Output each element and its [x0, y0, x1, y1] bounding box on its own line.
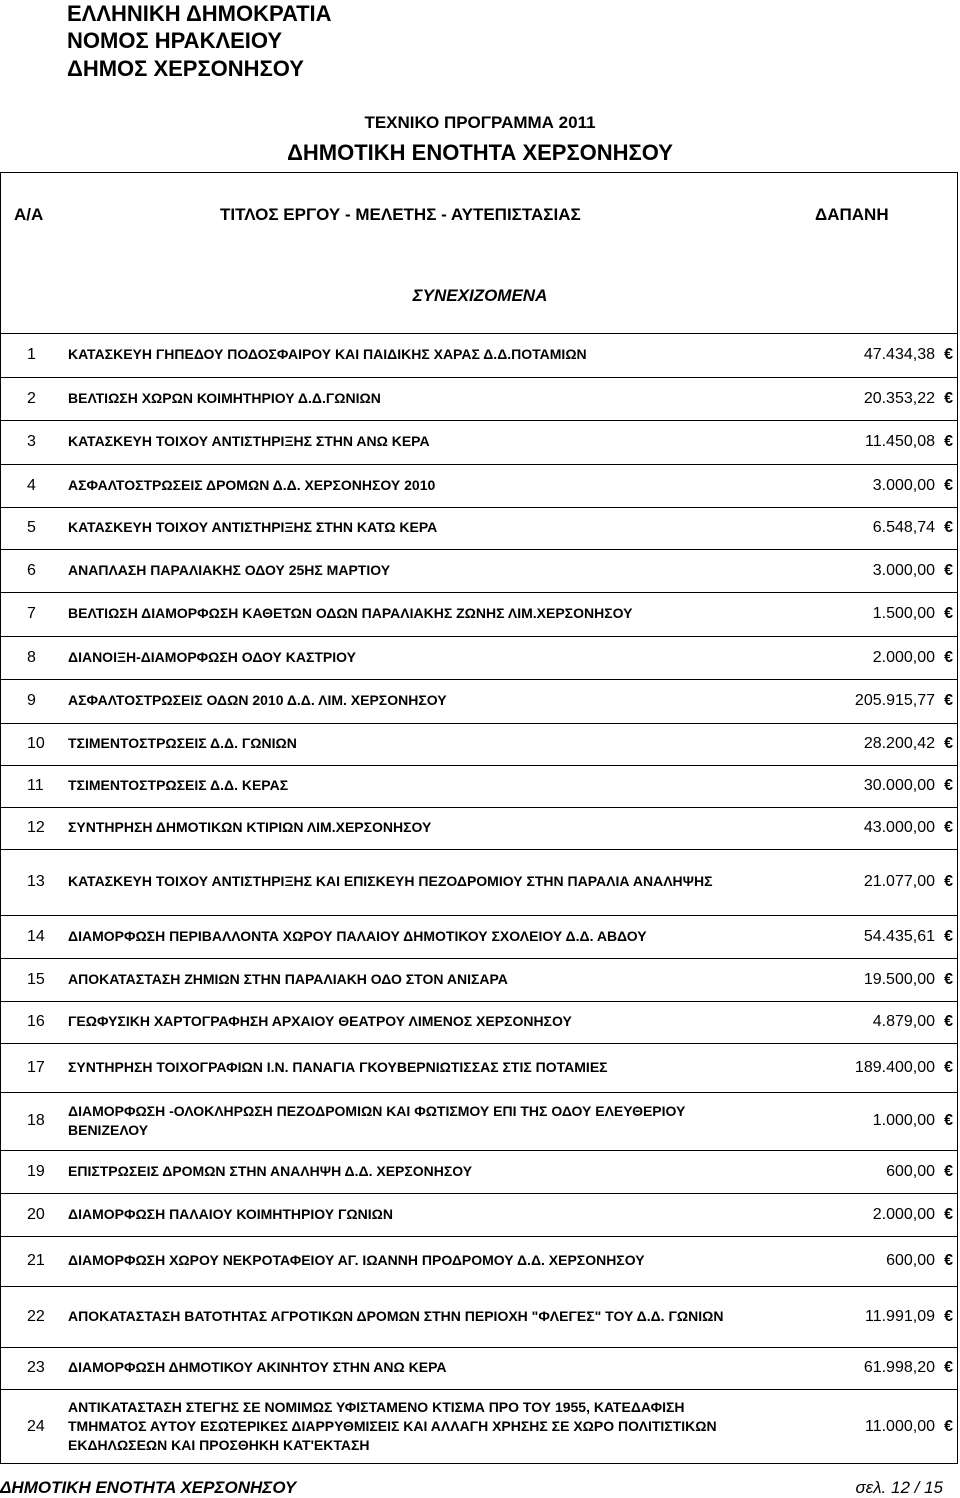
euro-icon: € — [944, 1307, 953, 1325]
row-amount: 11.450,08 — [865, 433, 935, 450]
row-amount: 6.548,74 — [872, 519, 935, 536]
euro-icon: € — [944, 1252, 953, 1269]
row-amount: 11.991,09 — [865, 1307, 935, 1325]
row-amount: 4.879,00 — [872, 1013, 935, 1030]
table-row — [1, 723, 957, 765]
row-number: 16 — [27, 1013, 45, 1030]
section-label: ΣΥΝΕΧΙΖΟΜΕΝΑ — [412, 286, 548, 305]
euro-icon: € — [944, 1112, 953, 1129]
euro-icon: € — [944, 433, 953, 450]
table-row — [1, 377, 957, 420]
row-title: ΚΑΤΑΣΚΕΥΗ ΤΟΙΧΟΥ ΑΝΤΙΣΤΗΡΙΞΗΣ ΣΤΗΝ ΑΝΩ ΚΕΡΑ — [68, 433, 430, 449]
euro-icon: € — [944, 605, 953, 622]
row-title: ΚΑΤΑΣΚΕΥΗ ΓΗΠΕΔΟΥ ΠΟΔΟΣΦΑΙΡΟΥ ΚΑΙ ΠΑΙΔΙΚΗΣ ΧΑΡΑΣ Δ.Δ.ΠΟΤΑΜΙΩΝ — [68, 346, 587, 362]
table-row — [1, 592, 957, 636]
row-amount: 30.000,00 — [863, 777, 935, 794]
table-row — [1, 1092, 957, 1150]
row-title: ΕΠΙΣΤΡΩΣΕΙΣ ΔΡΟΜΩΝ ΣΤΗΝ ΑΝΑΛΗΨΗ Δ.Δ. ΧΕΡΣΟΝΗΣΟΥ — [68, 1162, 473, 1179]
row-number: 1 — [27, 346, 36, 363]
row-amount: 11.000,00 — [865, 1417, 935, 1435]
header-line-3: ΔΗΜΟΣ ΧΕΡΣΟΝΗΣΟΥ — [67, 56, 304, 81]
table-row — [1, 464, 957, 507]
row-number: 20 — [27, 1205, 45, 1223]
row-title: ΑΝΑΠΛΑΣΗ ΠΑΡΑΛΙΑΚΗΣ ΟΔΟΥ 25ΗΣ ΜΑΡΤΙΟΥ — [68, 561, 391, 578]
table-row — [1, 1001, 957, 1043]
euro-icon: € — [944, 648, 953, 666]
row-amount: 19.500,00 — [863, 970, 935, 988]
euro-icon: € — [944, 1417, 953, 1435]
row-title: ΑΠΟΚΑΤΑΣΤΑΣΗ ΒΑΤΟΤΗΤΑΣ ΑΓΡΟΤΙΚΩΝ ΔΡΟΜΩΝ ΣΤΗΝ ΠΕΡΙΟΧΗ "ΦΛΕΓΕΣ" ΤΟΥ Δ.Δ. ΓΩΝΙΩΝ — [68, 1307, 724, 1324]
euro-icon: € — [944, 927, 953, 945]
row-title: ΔΙΑΜΟΡΦΩΣΗ -ΟΛΟΚΛΗΡΩΣΗ ΠΕΖΟΔΡΟΜΙΩΝ ΚΑΙ ΦΩΤΙΣΜΟΥ ΕΠΙ ΤΗΣ ΟΔΟΥ ΕΛΕΥΘΕΡΙΟΥ ΒΕΝΙΖΕΛΟΥ — [68, 1102, 686, 1138]
row-title: ΔΙΑΜΟΡΦΩΣΗ ΔΗΜΟΤΙΚΟΥ ΑΚΙΝΗΤΟΥ ΣΤΗΝ ΑΝΩ ΚΕΡΑ — [68, 1359, 447, 1375]
row-title: ΚΑΤΑΣΚΕΥΗ ΤΟΙΧΟΥ ΑΝΤΙΣΤΗΡΙΞΗΣ ΚΑΙ ΕΠΙΣΚΕΥΗ ΠΕΖΟΔΡΟΜΙΟΥ ΣΤΗΝ ΠΑΡΑΛΙΑ ΑΝΑΛΗΨΗΣ — [68, 873, 713, 889]
row-number: 11 — [27, 777, 44, 794]
header-line-2: ΝΟΜΟΣ ΗΡΑΚΛΕΙΟΥ — [67, 28, 283, 53]
euro-icon: € — [944, 692, 953, 709]
table-row — [1, 333, 957, 377]
row-amount: 28.200,42 — [863, 735, 935, 752]
row-number: 4 — [27, 476, 36, 494]
table-row — [1, 636, 957, 679]
row-number: 24 — [27, 1417, 45, 1435]
row-number: 22 — [27, 1307, 45, 1325]
row-title: ΔΙΑΜΟΡΦΩΣΗ ΧΩΡΟΥ ΝΕΚΡΟΤΑΦΕΙΟΥ ΑΓ. ΙΩΑΝΝΗ ΠΡΟΔΡΟΜΟΥ Δ.Δ. ΧΕΡΣΟΝΗΣΟΥ — [68, 1252, 645, 1268]
row-amount: 20.353,22 — [863, 389, 935, 407]
row-amount: 600,00 — [886, 1162, 935, 1180]
footer-unit: ΔΗΜΟΤΙΚΗ ΕΝΟΤΗΤΑ ΧΕΡΣΟΝΗΣΟΥ — [0, 1478, 297, 1497]
row-number: 18 — [27, 1112, 45, 1129]
euro-icon: € — [944, 777, 953, 794]
table-row — [1, 679, 957, 723]
table-row — [1, 1389, 957, 1464]
row-title: ΣΥΝΤΗΡΗΣΗ ΔΗΜΟΤΙΚΩΝ ΚΤΙΡΙΩΝ ΛΙΜ.ΧΕΡΣΟΝΗΣΟΥ — [68, 819, 432, 835]
table-row — [1, 1150, 957, 1193]
euro-icon: € — [944, 346, 953, 363]
euro-icon: € — [944, 519, 953, 536]
table-row — [1, 958, 957, 1001]
row-number: 15 — [27, 970, 45, 988]
row-number: 7 — [27, 605, 36, 622]
euro-icon: € — [944, 1359, 953, 1376]
euro-icon: € — [944, 1013, 953, 1030]
row-title: ΑΣΦΑΛΤΟΣΤΡΩΣΕΙΣ ΟΔΩΝ 2010 Δ.Δ. ΛΙΜ. ΧΕΡΣΟΝΗΣΟΥ — [68, 692, 447, 708]
header-line-1: ΕΛΛΗΝΙΚΗ ΔΗΜΟΚΡΑΤΙΑ — [67, 1, 332, 26]
column-header-title: ΤΙΤΛΟΣ ΕΡΓΟΥ - ΜΕΛΕΤΗΣ - ΑΥΤΕΠΙΣΤΑΣΙΑΣ — [220, 205, 581, 224]
euro-icon: € — [944, 1058, 953, 1076]
table-row — [1, 915, 957, 958]
column-header-index: Α/Α — [14, 205, 44, 224]
table-row — [1, 1286, 957, 1347]
row-title: ΔΙΑΜΟΡΦΩΣΗ ΠΑΛΑΙΟΥ ΚΟΙΜΗΤΗΡΙΟΥ ΓΩΝΙΩΝ — [68, 1205, 393, 1222]
euro-icon: € — [944, 819, 953, 836]
footer-page: σελ. 12 / 15 — [855, 1478, 943, 1497]
row-title: ΤΣΙΜΕΝΤΟΣΤΡΩΣΕΙΣ Δ.Δ. ΚΕΡΑΣ — [68, 777, 289, 793]
row-number: 9 — [27, 692, 36, 709]
row-amount: 2.000,00 — [872, 648, 935, 666]
row-title: ΒΕΛΤΙΩΣΗ ΔΙΑΜΟΡΦΩΣΗ ΚΑΘΕΤΩΝ ΟΔΩΝ ΠΑΡΑΛΙΑΚΗΣ ΖΩΝΗΣ ΛΙΜ.ΧΕΡΣΟΝΗΣΟΥ — [68, 605, 633, 621]
row-title: ΑΣΦΑΛΤΟΣΤΡΩΣΕΙΣ ΔΡΟΜΩΝ Δ.Δ. ΧΕΡΣΟΝΗΣΟΥ 2010 — [68, 476, 436, 493]
table-row — [1, 849, 957, 915]
row-number: 10 — [27, 735, 45, 752]
row-number: 12 — [27, 819, 45, 836]
row-title: ΑΠΟΚΑΤΑΣΤΑΣΗ ΖΗΜΙΩΝ ΣΤΗΝ ΠΑΡΑΛΙΑΚΗ ΟΔΟ ΣΤΟΝ ΑΝΙΣΑΡΑ — [68, 970, 508, 987]
row-amount: 600,00 — [886, 1252, 935, 1269]
table-row — [1, 507, 957, 549]
row-number: 19 — [27, 1162, 45, 1180]
euro-icon: € — [944, 476, 953, 494]
table-row — [1, 1236, 957, 1286]
table-row — [1, 1193, 957, 1236]
table-row — [1, 1043, 957, 1092]
row-title: ΚΑΤΑΣΚΕΥΗ ΤΟΙΧΟΥ ΑΝΤΙΣΤΗΡΙΞΗΣ ΣΤΗΝ ΚΑΤΩ ΚΕΡΑ — [68, 519, 438, 535]
row-amount: 1.500,00 — [872, 605, 935, 622]
unit-title: ΔΗΜΟΤΙΚΗ ΕΝΟΤΗΤΑ ΧΕΡΣΟΝΗΣΟΥ — [287, 140, 673, 165]
program-title: ΤΕΧΝΙΚΟ ΠΡΟΓΡΑΜΜΑ 2011 — [364, 113, 596, 132]
column-header-cost: ΔΑΠΑΝΗ — [815, 205, 889, 224]
row-title: ΓΕΩΦΥΣΙΚΗ ΧΑΡΤΟΓΡΑΦΗΣΗ ΑΡΧΑΙΟΥ ΘΕΑΤΡΟΥ ΛΙΜΕΝΟΣ ΧΕΡΣΟΝΗΣΟΥ — [68, 1013, 572, 1029]
row-amount: 3.000,00 — [872, 476, 935, 494]
row-number: 5 — [27, 519, 36, 536]
row-title: ΔΙΑΝΟΙΞΗ-ΔΙΑΜΟΡΦΩΣΗ ΟΔΟΥ ΚΑΣΤΡΙΟΥ — [68, 648, 356, 665]
euro-icon: € — [944, 1205, 953, 1223]
row-number: 21 — [27, 1252, 45, 1269]
table-row — [1, 549, 957, 592]
row-amount: 21.077,00 — [863, 873, 935, 890]
table-row — [1, 420, 957, 464]
row-amount: 2.000,00 — [872, 1205, 935, 1223]
euro-icon: € — [944, 389, 953, 407]
euro-icon: € — [944, 735, 953, 752]
row-number: 8 — [27, 648, 36, 666]
table-row — [1, 807, 957, 849]
row-number: 23 — [27, 1359, 45, 1376]
table-row — [1, 1347, 957, 1389]
row-amount: 61.998,20 — [863, 1359, 935, 1376]
row-number: 14 — [27, 927, 45, 945]
row-title: ΣΥΝΤΗΡΗΣΗ ΤΟΙΧΟΓΡΑΦΙΩΝ Ι.Ν. ΠΑΝΑΓΙΑ ΓΚΟΥΒΕΡΝΙΩΤΙΣΣΑΣ ΣΤΙΣ ΠΟΤΑΜΙΕΣ — [68, 1058, 608, 1075]
row-amount: 1.000,00 — [872, 1112, 935, 1129]
row-number: 6 — [27, 561, 36, 579]
euro-icon: € — [944, 561, 953, 579]
row-title: ΤΣΙΜΕΝΤΟΣΤΡΩΣΕΙΣ Δ.Δ. ΓΩΝΙΩΝ — [68, 735, 297, 751]
euro-icon: € — [944, 873, 953, 890]
row-title: ΑΝΤΙΚΑΤΑΣΤΑΣΗ ΣΤΕΓΗΣ ΣΕ ΝΟΜΙΜΩΣ ΥΦΙΣΤΑΜΕΝΟ ΚΤΙΣΜΑ ΠΡΟ ΤΟΥ 1955, ΚΑΤΕΔΑΦΙΣΗ ΤΜΗΜΑΤΟΣ ΑΥΤΟΥ ΕΣΩΤΕΡΙΚΕΣ ΔΙΑΡΡΥΘΜΙΣΕΙΣ ΚΑΙ ΑΛΛΑΓΗ ΧΡΗΣΗΣ ΣΕ ΧΩΡΟ ΠΟΛΙΤΙΣΤΙΚΩΝ ΕΚΔΗΛΩΣΕΩΝ ΚΑΙ ΠΡΟΣΘΗΚΗ ΚΑΤ'ΕΚΤΑΣΗ — [68, 1398, 717, 1453]
row-number: 3 — [27, 433, 36, 450]
row-number: 17 — [27, 1058, 45, 1076]
row-amount: 47.434,38 — [863, 346, 935, 363]
table-row — [1, 765, 957, 807]
row-number: 13 — [27, 873, 45, 890]
row-amount: 205.915,77 — [854, 692, 935, 709]
row-amount: 43.000,00 — [863, 819, 935, 836]
row-number: 2 — [27, 389, 36, 407]
row-amount: 189.400,00 — [854, 1058, 935, 1076]
row-amount: 3.000,00 — [872, 561, 935, 579]
row-amount: 54.435,61 — [863, 927, 935, 945]
row-title: ΒΕΛΤΙΩΣΗ ΧΩΡΩΝ ΚΟΙΜΗΤΗΡΙΟΥ Δ.Δ.ΓΩΝΙΩΝ — [68, 389, 381, 406]
euro-icon: € — [944, 1162, 953, 1180]
row-title: ΔΙΑΜΟΡΦΩΣΗ ΠΕΡΙΒΑΛΛΟΝΤΑ ΧΩΡΟΥ ΠΑΛΑΙΟΥ ΔΗΜΟΤΙΚΟΥ ΣΧΟΛΕΙΟΥ Δ.Δ. ΑΒΔΟΥ — [68, 927, 647, 944]
euro-icon: € — [944, 970, 953, 988]
